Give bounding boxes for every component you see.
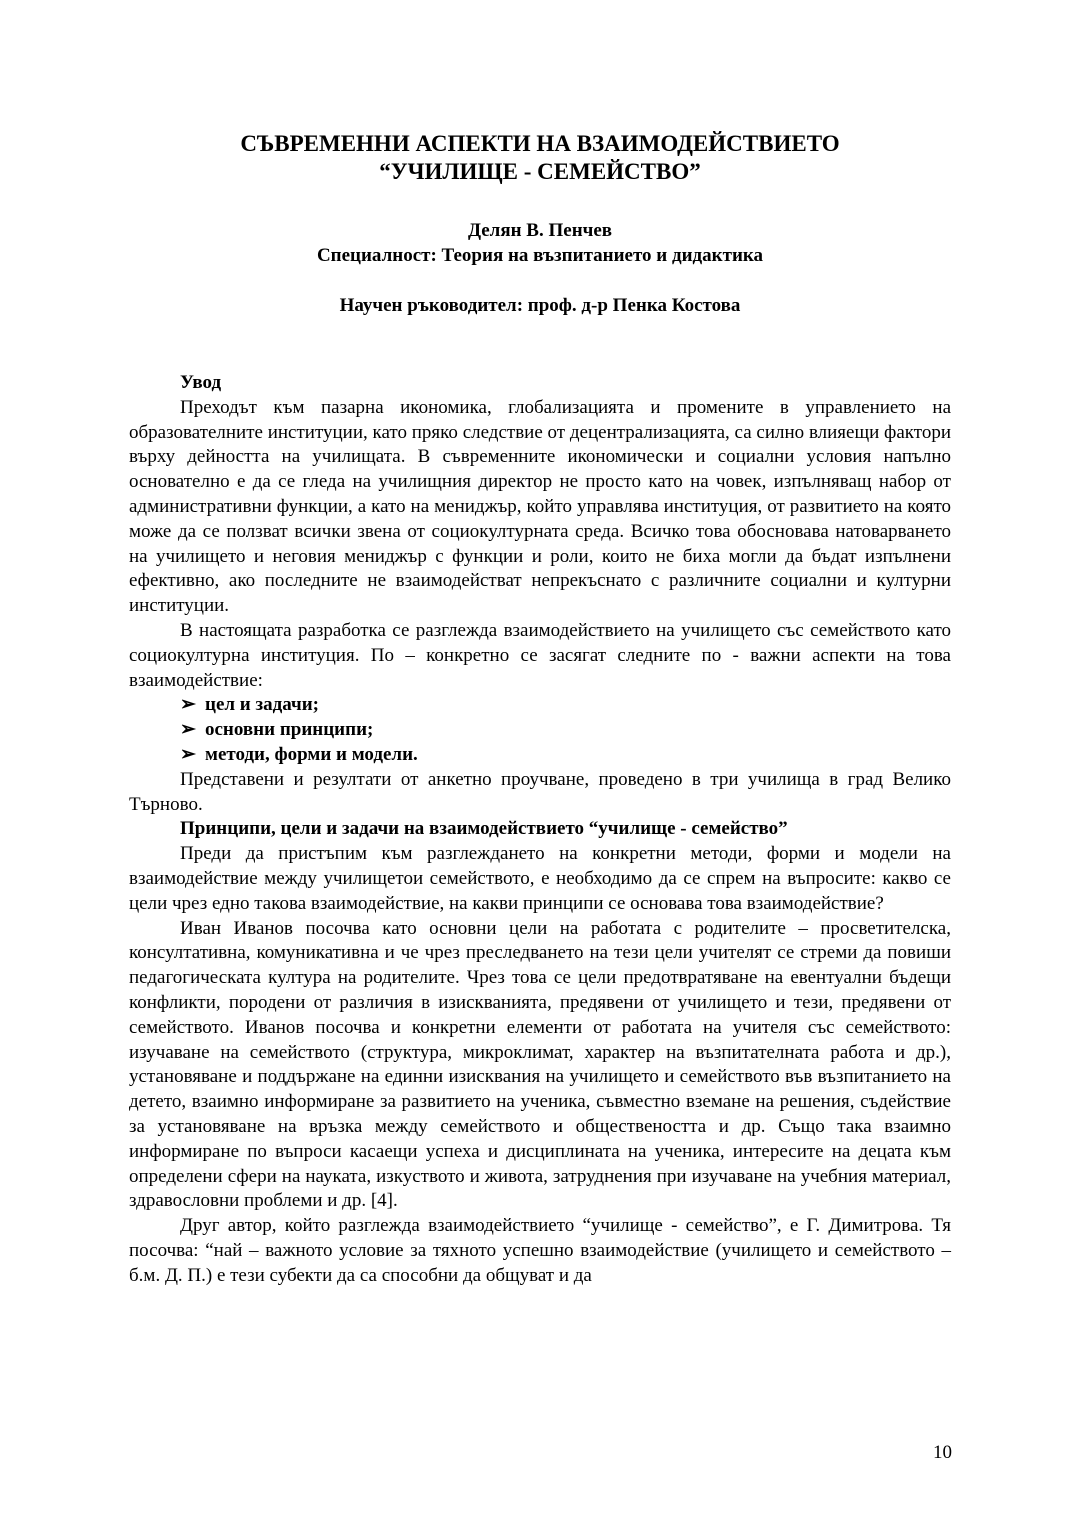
arrow-bullet-icon: ➢ — [180, 719, 196, 741]
paragraph-3: Представени и резултати от анкетно проучване, проведено в три училища в град Велико Търново. — [129, 768, 951, 815]
arrow-bullet-icon: ➢ — [180, 743, 196, 765]
title-line-1: СЪВРЕМЕННИ АСПЕКТИ НА ВЗАИМОДЕЙСТВИЕТО — [240, 131, 840, 156]
title-line-2: “УЧИЛИЩЕ - СЕМЕЙСТВО” — [379, 159, 701, 184]
bullet-item-goals — [129, 693, 951, 718]
bullet-item-methods — [129, 743, 951, 768]
author-specialty: Специалност: Теория на възпитанието и дидактика — [316, 245, 764, 266]
paragraph-1: Преходът към пазарна икономика, глобализацията и промените в управлението на образователните институции, като пряко следствие от децентрализацията, са силно влияещи фактори върху дейността на училищата. В съвременните икономически и социални условия напълно основателно е да се гледа на училищния директор не просто като на човек, изпълняващ набор от административни функции, а като на мениджър, който управлява институция, от развитието на която може да се ползват всички звена от социокултурната среда. Всичко това обосновава натоварването на училището и неговия мениджър с функции и роли, които не биха могли да бъдат изпълнени ефективно, ако последните не взаимодействат непрекъснато с различните социални и културни институции. — [129, 396, 951, 617]
bullet-text: методи, форми и модели. — [205, 743, 418, 765]
paragraph-5: Иван Иванов посочва като основни цели на работата с родителите – просветителска, консултативна, комуникативна и че чрез преследването на тези цели учителят се стреми да повиши педагогическата култура на родителите. Чрез това се цели предотвратяване на евентуални бъдещи конфликти, породени от различия в изискванията, предявени от училището и тези, предявени от семейството. Иванов посочва и конкретни елементи от работата на учителя със семейството: изучаване на семейството (структура, микроклимат, характер на възпитателната работа и др.), установяване и поддържане на единни изисквания на училището и семейството във възпитанието на детето, взаимно информиране за развитието на ученика, съвместно вземане на решения, съдействие за установяване на връзка между семейството и обществеността и др. Също така взаимно информиране по въпроси касаещи успеха и дисциплината на ученика, интересите на децата към определени сфери на науката, изкуството и живота, затруднения при изучаване на учебния материал, здравословни проблеми и др. [4]. — [129, 917, 951, 1212]
arrow-bullet-icon: ➢ — [180, 694, 196, 716]
paragraph-6: Друг автор, който разглежда взаимодействието “училище - семейство”, е Г. Димитрова. Тя посочва: “най – важното условие за тяхното успешно взаимодействие (училището и семейството – б.м. Д. П.) е тези субекти да са способни да общуват и да — [129, 1215, 951, 1286]
author-name: Делян В. Пенчев — [467, 220, 613, 241]
section-heading: Принципи, цели и задачи на взаимодействието “училище - семейство” — [180, 818, 788, 840]
body-text — [129, 371, 951, 1288]
page-number: 10 — [933, 1442, 952, 1463]
bullet-item-principles — [129, 718, 951, 743]
paragraph-2: В настоящата разработка се разглежда взаимодействието на училището със семейството като социокултурна институция. По – конкретно се засягат следните по - важни аспекти на това взаимодействие: — [129, 619, 951, 691]
bullet-text: основни принципи; — [205, 719, 374, 741]
bullet-text: цел и задачи; — [205, 694, 319, 716]
scientific-supervisor: Научен ръководител: проф. д-р Пенка Костова — [339, 295, 741, 316]
paper-title — [0, 130, 1080, 186]
paragraph-4: Преди да пристъпим към разглеждането на конкретни методи, форми и модели на взаимодействие между училищетои семейството, е необходимо да се спрем на въпросите: какво се цели чрез едно такова взаимодействие, на какви принципи се основава това взаимодействие? — [129, 843, 951, 914]
intro-heading: Увод — [180, 372, 222, 393]
